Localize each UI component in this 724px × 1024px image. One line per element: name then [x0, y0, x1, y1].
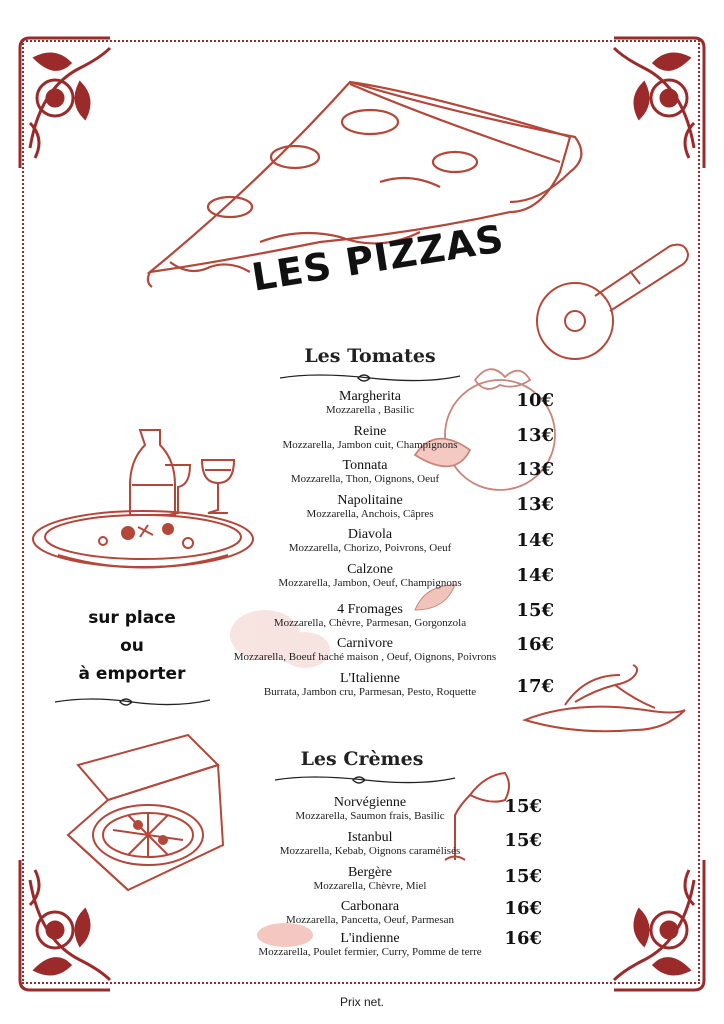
item-name: Istanbul — [347, 830, 393, 845]
item-name: Napolitaine — [337, 493, 403, 508]
takeaway-line-3: à emporter — [78, 664, 186, 684]
item-description: Mozzarella, Chèvre, Miel — [313, 879, 427, 892]
menu-item — [220, 603, 520, 629]
item-price: 16€ — [504, 898, 542, 919]
item-name: Tonnata — [342, 458, 388, 473]
pizza-cutter-illustration — [530, 236, 700, 366]
item-description: Mozzarella, Chorizo, Poivrons, Oeuf — [288, 541, 452, 554]
takeaway-line-1: sur place — [88, 608, 176, 628]
ornament-corner-bottom-right-icon — [604, 850, 714, 1000]
item-price: 17€ — [516, 676, 554, 697]
item-description: Mozzarella , Basilic — [325, 403, 415, 416]
menu-item — [215, 672, 525, 698]
whole-pizza-illustration — [28, 505, 258, 577]
item-description: Mozzarella, Boeuf haché maison , Oeuf, Oignons, Poivrons — [233, 650, 497, 663]
menu-item — [230, 563, 510, 589]
item-name: Carbonara — [340, 899, 400, 914]
chili-pepper-illustration — [515, 660, 695, 745]
item-name: Bergère — [347, 865, 393, 880]
takeaway-note — [52, 604, 212, 688]
pizza-box-illustration — [58, 725, 238, 895]
item-price: 15€ — [504, 866, 542, 887]
menu-item — [230, 425, 510, 451]
item-name: L'indienne — [340, 931, 400, 946]
item-description: Mozzarella, Pancetta, Oeuf, Parmesan — [286, 913, 454, 926]
item-price: 15€ — [504, 830, 542, 851]
item-name: Norvégienne — [333, 795, 407, 810]
item-name: Reine — [353, 424, 387, 439]
menu-item — [245, 831, 495, 857]
section-heading-tomates: Les Tomates — [304, 345, 436, 367]
item-name: Calzone — [347, 562, 393, 577]
item-name: Carnivore — [337, 636, 393, 651]
menu-item — [250, 900, 490, 926]
item-price: 13€ — [516, 494, 554, 515]
section-heading-cremes: Les Crèmes — [300, 748, 424, 770]
menu-item — [215, 932, 525, 958]
flourish-divider-icon — [50, 694, 215, 708]
item-description: Burrata, Jambon cru, Parmesan, Pesto, Roquette — [263, 685, 477, 698]
flourish-divider-icon — [270, 772, 460, 786]
menu-item — [240, 528, 500, 554]
item-description: Mozzarella, Kebab, Oignons caramélisés — [279, 844, 461, 857]
item-description: Mozzarella, Saumon frais, Basilic — [295, 809, 445, 822]
menu-item — [270, 866, 470, 892]
item-price: 15€ — [516, 600, 554, 621]
item-price: 16€ — [516, 634, 554, 655]
item-price: 14€ — [516, 565, 554, 586]
item-description: Mozzarella, Chèvre, Parmesan, Gorgonzola — [273, 616, 467, 629]
menu-item — [250, 494, 490, 520]
takeaway-line-2: ou — [120, 636, 144, 656]
item-description: Mozzarella, Jambon, Oeuf, Champignons — [278, 576, 462, 589]
menu-item — [250, 390, 490, 416]
item-description: Mozzarella, Jambon cuit, Champignons — [282, 438, 458, 451]
item-price: 14€ — [516, 530, 554, 551]
item-name: 4 Fromages — [337, 602, 403, 617]
item-name: L'Italienne — [339, 671, 401, 686]
menu-item — [255, 796, 485, 822]
item-description: Mozzarella, Thon, Oignons, Oeuf — [290, 472, 440, 485]
ornament-corner-top-right-icon — [604, 28, 714, 178]
item-name: Diavola — [347, 527, 393, 542]
item-price: 16€ — [504, 928, 542, 949]
ornament-corner-top-left-icon — [10, 28, 120, 178]
item-price: 10€ — [516, 390, 554, 411]
menu-title: LES PIZZAS — [248, 216, 508, 300]
item-price: 13€ — [516, 425, 554, 446]
item-price: 13€ — [516, 459, 554, 480]
footer-note: Prix net. — [339, 995, 384, 1009]
item-price: 15€ — [504, 796, 542, 817]
item-name: Margherita — [339, 389, 401, 404]
item-description: Mozzarella, Anchois, Câpres — [306, 507, 434, 520]
item-description: Mozzarella, Poulet fermier, Curry, Pomme de terre — [258, 945, 482, 958]
flourish-divider-icon — [275, 370, 465, 384]
menu-item — [240, 459, 490, 485]
